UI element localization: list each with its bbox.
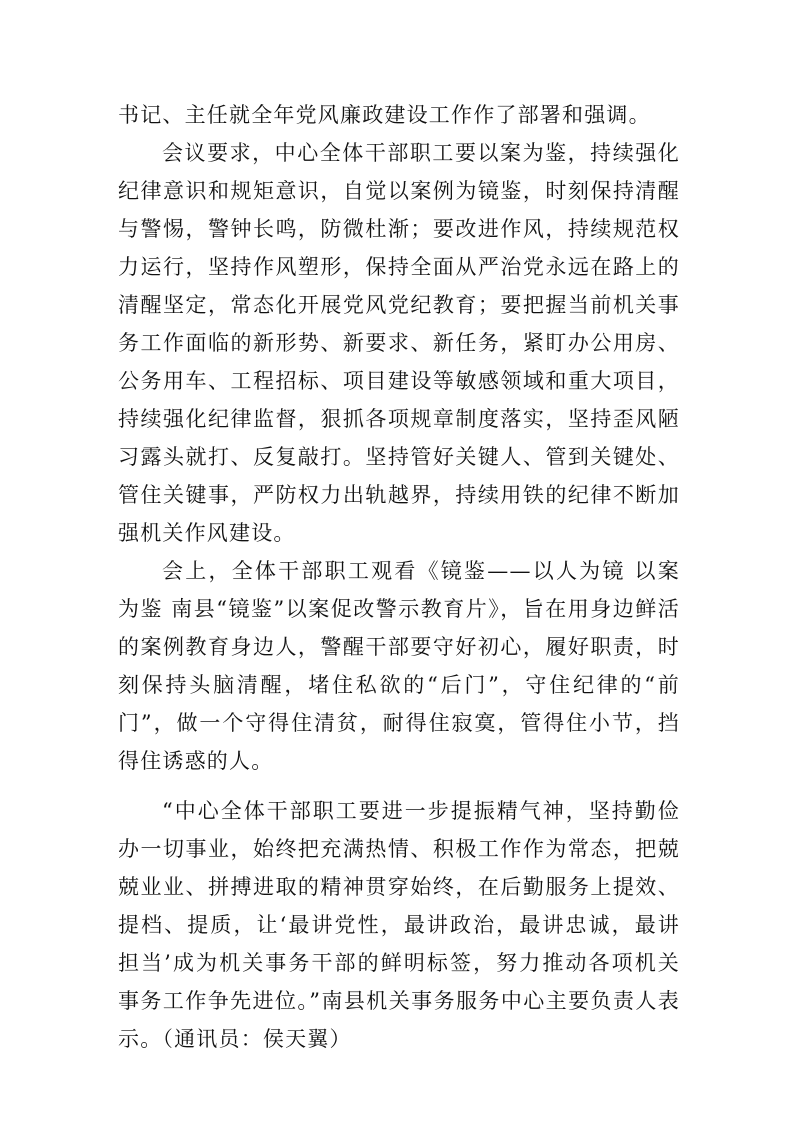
paragraph-2: 会议要求，中心全体干部职工要以案为鉴，持续强化纪律意识和规矩意识，自觉以案例为镜鉴，时刻保持清醒与警惕，警钟长鸣，防微杜渐；要改进作风，持续规范权力运行，坚持作风塑形，保持全面从严治党永远在路上的清醒坚定，常态化开展党风党纪教育；要把握当前机关事务工作面临的新形势、新要求、新任务，紧盯办公用房、公务用车、工程招标、项目建设等敏感领域和重大项目，持续强化纪律监督，狠抓各项规章制度落实，坚持歪风陋习露头就打、反复敲打。坚持管好关键人、管到关键处、管住关键事，严防权力出轨越界，持续用铁的纪律不断加强机关作风建设。 xyxy=(118,141,680,545)
paragraph-1: 书记、主任就全年党风廉政建设工作作了部署和强调。 xyxy=(118,103,651,127)
paragraph-4: “中心全体干部职工要进一步提振精气神，坚持勤俭办一切事业，始终把充满热情、积极工作作为常态，把兢兢业业、拼搏进取的精神贯穿始终，在后勤服务上提效、提档、提质，让‘最讲党性，最讲政治，最讲忠诚，最讲担当’成为机关事务干部的鲜明标签，努力推动各项机关事务工作争先进位。”南县机关事务服务中心主要负责人表示。（通讯员：侯天翼） xyxy=(118,799,680,1051)
paragraph-3: 会上，全体干部职工观看《镜鉴——以人为镜 以案为鉴 南县“镜鉴”以案促改警示教育片》，旨在用身边鲜活的案例教育身边人，警醒干部要守好初心，履好职责，时刻保持头脑清醒，堵住私欲的“后门”，守住纪律的“前门”，做一个守得住清贫，耐得住寂寞，管得住小节，挡得住诱惑的人。 xyxy=(118,559,680,773)
document-page xyxy=(118,96,680,1058)
